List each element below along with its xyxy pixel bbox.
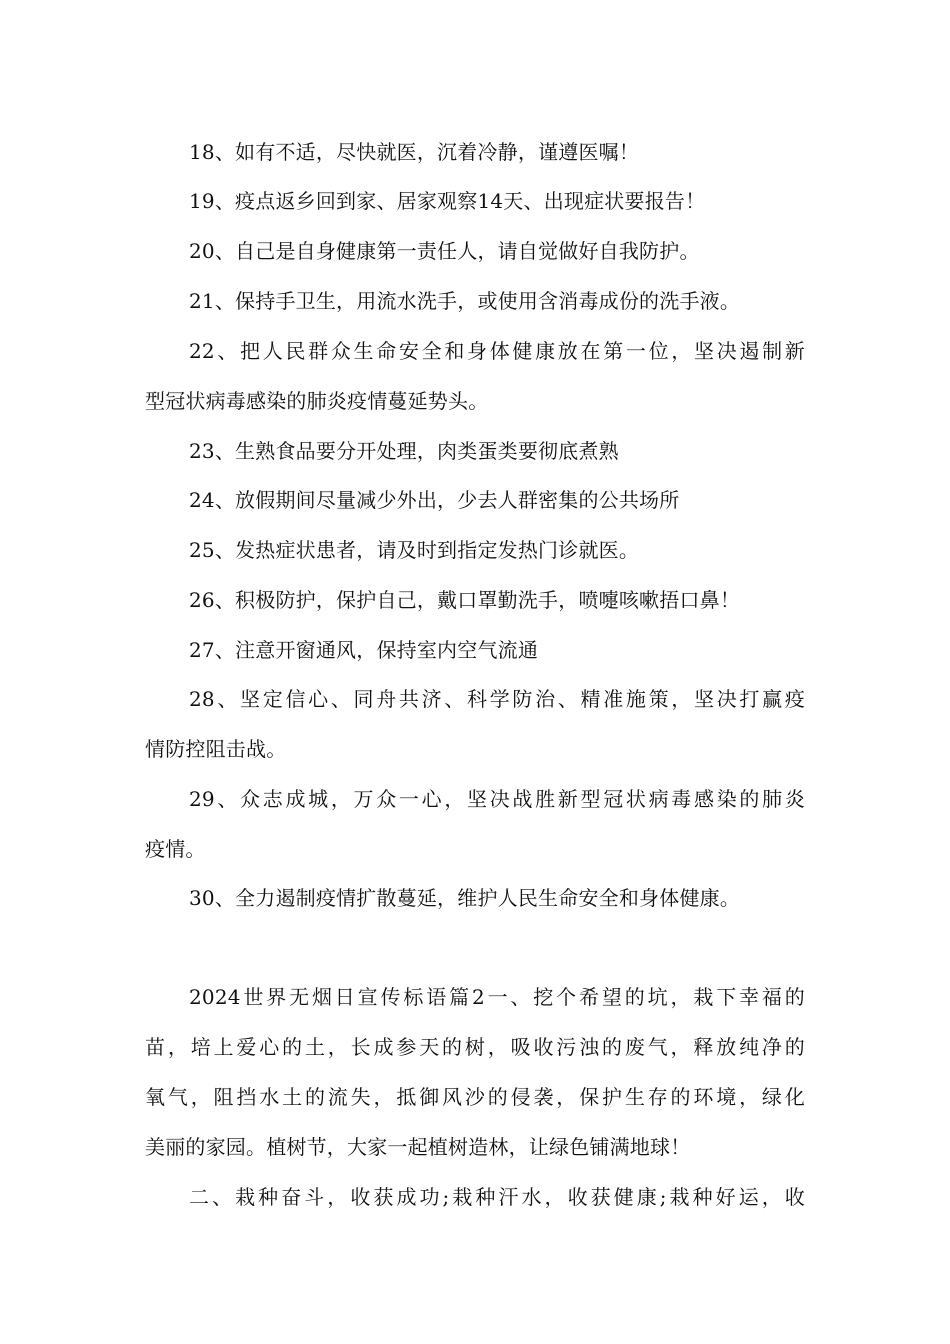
section2-para1-line-4: 美丽的家园。植树节，大家一起植树造林，让绿色铺满地球！ (145, 1135, 691, 1159)
section2-para1-line-1: 2024世界无烟日宣传标语篇2一、挖个希望的坑，栽下幸福的 (189, 985, 805, 1009)
slogan-20: 20、自己是自身健康第一责任人，请自觉做好自我防护。 (189, 239, 700, 263)
slogan-23: 23、生熟食品要分开处理，肉类蛋类要彻底煮熟 (189, 439, 619, 463)
section2-para1-line-3: 氧气，阻挡水土的流失，抵御风沙的侵袭，保护生存的环境，绿化 (145, 1085, 805, 1109)
slogan-26: 26、积极防护，保护自己，戴口罩勤洗手，喷嚏咳嗽捂口鼻！ (189, 588, 741, 612)
slogan-29-line-2: 疫情。 (145, 837, 206, 861)
slogan-21: 21、保持手卫生，用流水洗手，或使用含消毒成份的洗手液。 (189, 289, 741, 313)
slogan-25: 25、发热症状患者，请及时到指定发热门诊就医。 (189, 538, 640, 562)
slogan-19: 19、疫点返乡回到家、居家观察14天、出现症状要报告！ (189, 189, 706, 213)
slogan-18: 18、如有不适，尽快就医，沉着冷静，谨遵医嘱！ (189, 140, 640, 164)
slogan-28-line-2: 情防控阻击战。 (145, 737, 287, 761)
slogan-27: 27、注意开窗通风，保持室内空气流通 (189, 638, 539, 662)
slogan-24: 24、放假期间尽量减少外出，少去人群密集的公共场所 (189, 488, 680, 512)
section2-para1-line-2: 苗，培上爱心的土，长成参天的树，吸收污浊的废气，释放纯净的 (145, 1035, 805, 1059)
section2-para2-line-1: 二、栽种奋斗，收获成功;栽种汗水，收获健康;栽种好运，收 (189, 1185, 805, 1209)
slogan-30: 30、全力遏制疫情扩散蔓延，维护人民生命安全和身体健康。 (189, 886, 741, 910)
slogan-29-line-1: 29、众志成城，万众一心，坚决战胜新型冠状病毒感染的肺炎 (189, 787, 805, 811)
slogan-22-line-2: 型冠状病毒感染的肺炎疫情蔓延势头。 (145, 389, 489, 413)
slogan-22-line-1: 22、把人民群众生命安全和身体健康放在第一位，坚决遏制新 (189, 339, 805, 363)
slogan-28-line-1: 28、坚定信心、同舟共济、科学防治、精准施策，坚决打赢疫 (189, 687, 805, 711)
